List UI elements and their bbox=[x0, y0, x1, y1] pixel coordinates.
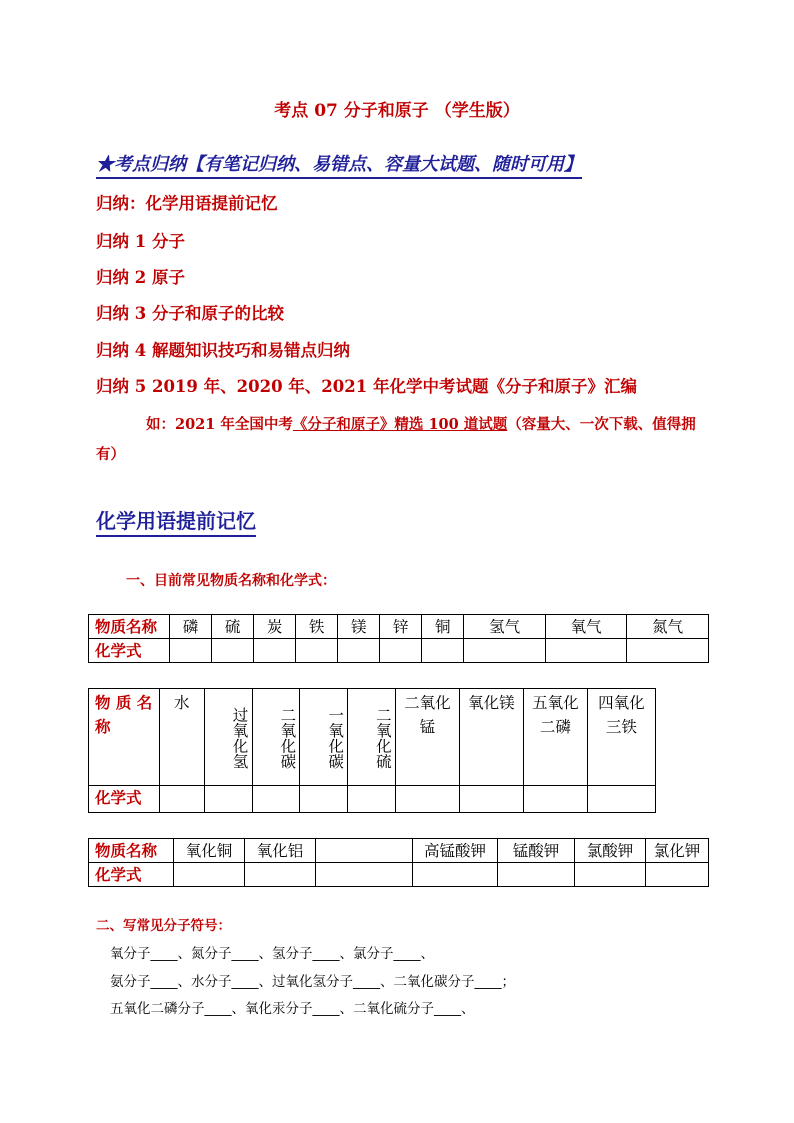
table-cell bbox=[316, 839, 413, 863]
table-cell: 锌 bbox=[380, 615, 422, 639]
answer-cell[interactable] bbox=[587, 786, 655, 813]
table-row bbox=[89, 615, 709, 639]
answer-cell[interactable] bbox=[159, 786, 204, 813]
summary-item: 归纳：化学用语提前记忆 bbox=[96, 194, 278, 213]
row-label: 化学式 bbox=[89, 786, 160, 813]
answer-cell[interactable] bbox=[413, 863, 498, 887]
table-cell: 氧化镁 bbox=[459, 689, 523, 786]
table-row bbox=[89, 863, 709, 887]
answer-cell[interactable] bbox=[252, 786, 300, 813]
answer-cell[interactable] bbox=[204, 786, 252, 813]
answer-cell[interactable] bbox=[174, 863, 245, 887]
answer-cell[interactable] bbox=[646, 863, 709, 887]
subsection-heading: 二、写常见分子符号： bbox=[96, 918, 231, 934]
answer-cell[interactable] bbox=[422, 639, 464, 663]
table-cell: 硫 bbox=[212, 615, 254, 639]
answer-cell[interactable] bbox=[338, 639, 380, 663]
table-cell: 炭 bbox=[254, 615, 296, 639]
banner-heading: ★考点归纳【有笔记归纳、易错点、容量大试题、随时可用】 bbox=[96, 150, 582, 179]
answer-cell[interactable] bbox=[170, 639, 212, 663]
answer-cell[interactable] bbox=[212, 639, 254, 663]
table-cell: 氮气 bbox=[627, 615, 709, 639]
summary-item: 归纳 2 原子 bbox=[96, 268, 185, 287]
download-note bbox=[96, 410, 700, 470]
table-cell: 氧化铜 bbox=[174, 839, 245, 863]
answer-cell[interactable] bbox=[254, 639, 296, 663]
answer-cell[interactable] bbox=[316, 863, 413, 887]
answer-cell[interactable] bbox=[545, 639, 627, 663]
answer-cell[interactable] bbox=[464, 639, 546, 663]
note-prefix: 如：2021 年全国中考 bbox=[146, 416, 293, 433]
subsection-heading: 一、目前常见物质名称和化学式： bbox=[126, 573, 336, 589]
table-cell: 磷 bbox=[170, 615, 212, 639]
answer-cell[interactable] bbox=[300, 786, 348, 813]
summary-item: 归纳 5 2019 年、2020 年、2021 年化学中考试题《分子和原子》汇编 bbox=[96, 377, 637, 396]
table-cell: 五氧化二磷 bbox=[523, 689, 587, 786]
table-row bbox=[89, 639, 709, 663]
page-title: 考点 07 分子和原子 （学生版） bbox=[274, 101, 520, 121]
answer-cell[interactable] bbox=[380, 639, 422, 663]
summary-item: 归纳 1 分子 bbox=[96, 232, 185, 251]
table-cell: 氧气 bbox=[545, 615, 627, 639]
summary-item: 归纳 3 分子和原子的比较 bbox=[96, 304, 284, 323]
table-cell: 铜 bbox=[422, 615, 464, 639]
fill-blank-line[interactable]: 氧分子____、氮分子____、氢分子____、氯分子____、 bbox=[110, 946, 434, 962]
row-label: 物 质 名 称 bbox=[89, 689, 160, 786]
table-cell: 二氧化硫 bbox=[348, 689, 396, 786]
answer-cell[interactable] bbox=[523, 786, 587, 813]
answer-cell[interactable] bbox=[459, 786, 523, 813]
answer-cell[interactable] bbox=[245, 863, 316, 887]
substance-table-2 bbox=[88, 688, 656, 813]
section-title: 化学用语提前记忆 bbox=[96, 505, 256, 537]
note-suffix: （容量大、一次下载、值得拥有） bbox=[96, 416, 696, 463]
table-cell: 氯化钾 bbox=[646, 839, 709, 863]
table-cell: 锰酸钾 bbox=[498, 839, 575, 863]
answer-cell[interactable] bbox=[575, 863, 646, 887]
fill-blank-line[interactable]: 氨分子____、水分子____、过氧化氢分子____、二氧化碳分子____； bbox=[110, 974, 515, 990]
table-cell: 二氧化碳 bbox=[252, 689, 300, 786]
table-row bbox=[89, 839, 709, 863]
row-label: 物质名称 bbox=[89, 839, 174, 863]
table-cell: 高锰酸钾 bbox=[413, 839, 498, 863]
answer-cell[interactable] bbox=[395, 786, 459, 813]
note-link[interactable]: 《分子和原子》精选 100 道试题 bbox=[292, 416, 508, 433]
substance-table-3 bbox=[88, 838, 709, 887]
row-label: 物质名称 bbox=[89, 615, 170, 639]
substance-table-1 bbox=[88, 614, 709, 663]
table-cell: 四氧化三铁 bbox=[587, 689, 655, 786]
table-cell: 氯酸钾 bbox=[575, 839, 646, 863]
table-cell: 二氧化锰 bbox=[395, 689, 459, 786]
table-cell: 氢气 bbox=[464, 615, 546, 639]
summary-item: 归纳 4 解题知识技巧和易错点归纳 bbox=[96, 341, 350, 360]
table-cell: 氧化铝 bbox=[245, 839, 316, 863]
answer-cell[interactable] bbox=[296, 639, 338, 663]
table-cell: 一氧化碳 bbox=[300, 689, 348, 786]
fill-blank-line[interactable]: 五氧化二磷分子____、氧化汞分子____、二氧化硫分子____、 bbox=[110, 1001, 475, 1017]
table-row bbox=[89, 689, 656, 786]
table-cell: 镁 bbox=[338, 615, 380, 639]
answer-cell[interactable] bbox=[348, 786, 396, 813]
table-cell: 过氧化氢 bbox=[204, 689, 252, 786]
table-row bbox=[89, 786, 656, 813]
table-cell: 铁 bbox=[296, 615, 338, 639]
row-label: 化学式 bbox=[89, 639, 170, 663]
answer-cell[interactable] bbox=[627, 639, 709, 663]
row-label: 化学式 bbox=[89, 863, 174, 887]
answer-cell[interactable] bbox=[498, 863, 575, 887]
table-cell: 水 bbox=[159, 689, 204, 786]
